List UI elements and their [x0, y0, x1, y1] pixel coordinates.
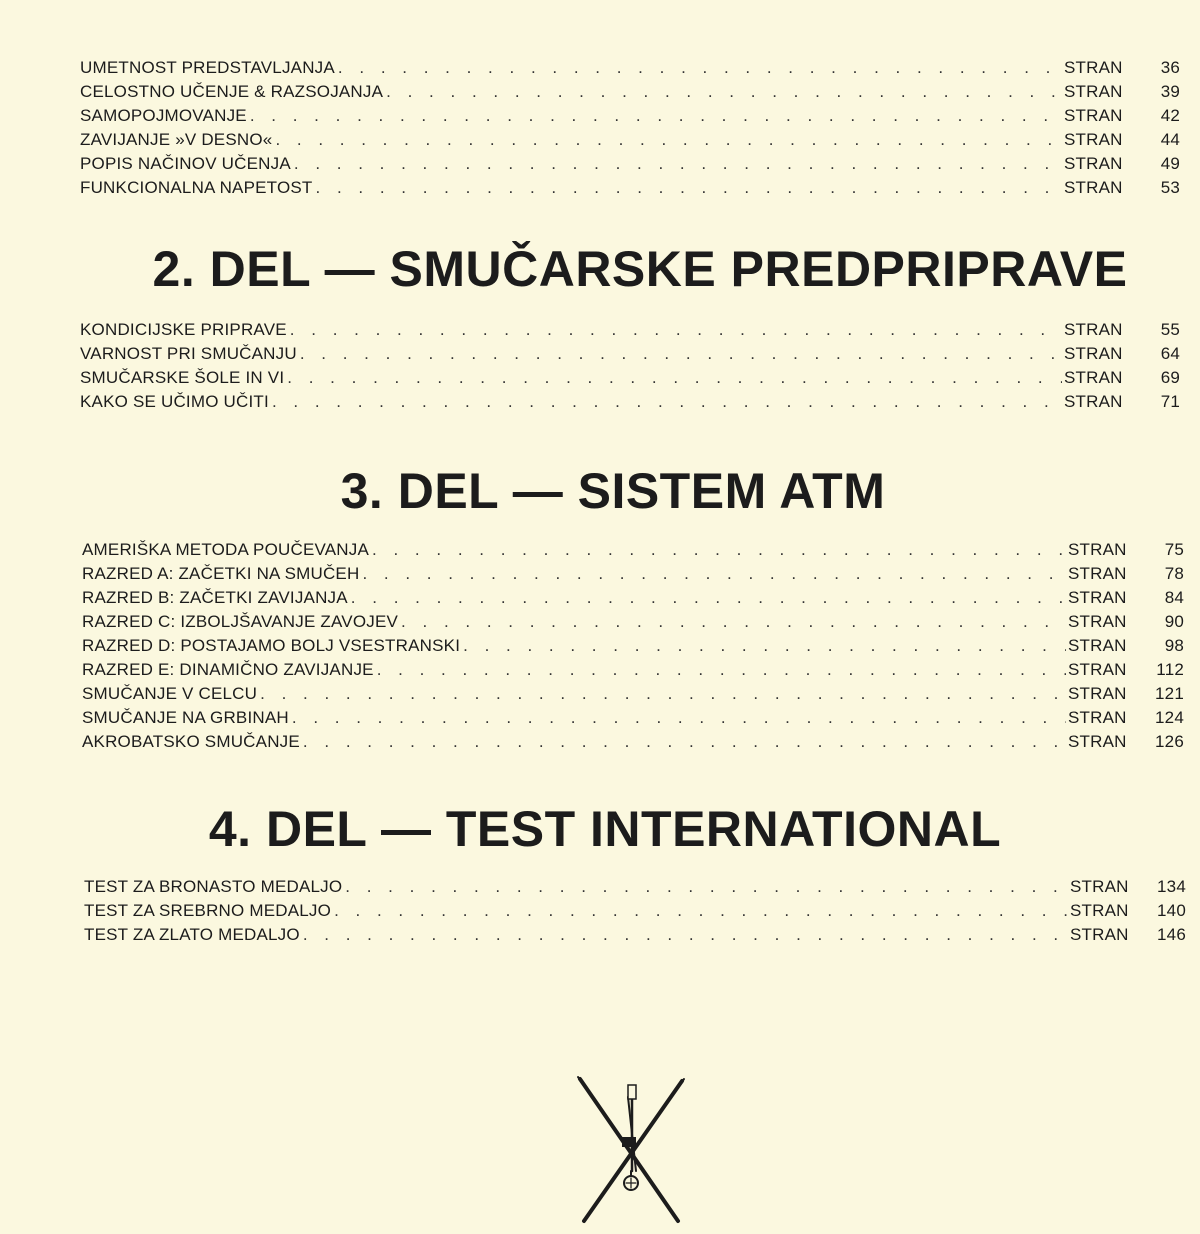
toc-list-part-4: [84, 875, 1186, 947]
toc-entry[interactable]: [82, 730, 1184, 754]
leader-dots: [316, 176, 1063, 200]
leader-dots: [303, 730, 1066, 754]
toc-entry-page-label: STRAN: [1064, 178, 1123, 197]
toc-entry[interactable]: [80, 318, 1180, 342]
toc-entry-page-number: 39: [1160, 82, 1180, 101]
leader-dots: [345, 875, 1068, 899]
toc-entry-page-number: 134: [1157, 877, 1186, 896]
toc-entry-page-label: STRAN: [1064, 82, 1123, 101]
toc-entry-page-number: 75: [1164, 540, 1184, 559]
toc-entry-page-label: STRAN: [1068, 660, 1127, 679]
toc-entry-title: SMUČANJE V CELCU: [82, 684, 258, 703]
leader-dots: [287, 366, 1062, 390]
leader-dots: [362, 562, 1066, 586]
toc-entry-page-label: STRAN: [1068, 708, 1127, 727]
toc-entry-page-number: 98: [1164, 636, 1184, 655]
toc-entry-page-number: 69: [1160, 368, 1180, 387]
leader-dots: [294, 152, 1062, 176]
leader-dots: [386, 80, 1062, 104]
toc-entry-page-number: 146: [1157, 925, 1186, 944]
toc-entry-title: RAZRED A: ZAČETKI NA SMUČEH: [82, 564, 360, 583]
toc-entry[interactable]: [82, 634, 1184, 658]
toc-entry[interactable]: [80, 128, 1180, 152]
toc-entry-page-label: STRAN: [1064, 344, 1123, 363]
toc-entry-title: TEST ZA ZLATO MEDALJO: [84, 925, 300, 944]
toc-entry-page-number: 42: [1160, 106, 1180, 125]
leader-dots: [372, 538, 1066, 562]
toc-entry-title: POPIS NAČINOV UČENJA: [80, 154, 291, 173]
leader-dots: [290, 318, 1062, 342]
leader-dots: [250, 104, 1062, 128]
toc-entry-page-number: 55: [1160, 320, 1180, 339]
toc-entry-page-label: STRAN: [1070, 901, 1129, 920]
toc-entry-page-label: STRAN: [1068, 588, 1127, 607]
toc-entry-page-number: 49: [1160, 154, 1180, 173]
toc-entry-page-label: STRAN: [1064, 58, 1123, 77]
toc-entry[interactable]: [80, 366, 1180, 390]
toc-entry-title: RAZRED B: ZAČETKI ZAVIJANJA: [82, 588, 348, 607]
toc-entry[interactable]: [84, 875, 1186, 899]
toc-entry-page-label: STRAN: [1064, 154, 1123, 173]
toc-entry-page-number: 90: [1164, 612, 1184, 631]
toc-entry-page-number: 140: [1157, 901, 1186, 920]
toc-entry-page-label: STRAN: [1068, 732, 1127, 751]
toc-entry[interactable]: [82, 586, 1184, 610]
toc-entry-page-label: STRAN: [1070, 877, 1129, 896]
toc-entry-title: AMERIŠKA METODA POUČEVANJA: [82, 540, 370, 559]
toc-entry-title: CELOSTNO UČENJE & RAZSOJANJA: [80, 82, 384, 101]
toc-entry-page-label: STRAN: [1068, 636, 1127, 655]
toc-entry-title: AKROBATSKO SMUČANJE: [82, 732, 300, 751]
toc-entry-title: FUNKCIONALNA NAPETOST: [80, 178, 313, 197]
toc-entry-page-number: 126: [1155, 732, 1184, 751]
toc-entry-title: SMUČANJE NA GRBINAH: [82, 708, 289, 727]
toc-entry[interactable]: [80, 56, 1180, 80]
toc-entry[interactable]: [80, 152, 1180, 176]
toc-list-part-3: [82, 538, 1184, 754]
toc-entry-page-label: STRAN: [1064, 392, 1123, 411]
toc-entry[interactable]: [82, 658, 1184, 682]
toc-entry-title: KONDICIJSKE PRIPRAVE: [80, 320, 287, 339]
toc-entry-page-number: 36: [1160, 58, 1180, 77]
toc-entry-page-label: STRAN: [1068, 540, 1127, 559]
toc-entry[interactable]: [82, 538, 1184, 562]
toc-entry-page-number: 53: [1160, 178, 1180, 197]
leader-dots: [272, 390, 1062, 414]
toc-entry-page-number: 84: [1164, 588, 1184, 607]
toc-entry-page-label: STRAN: [1068, 612, 1127, 631]
toc-entry-page-label: STRAN: [1064, 320, 1123, 339]
toc-entry-page-label: STRAN: [1064, 368, 1123, 387]
leader-dots: [300, 342, 1062, 366]
crossed-skis-and-poles-icon: [570, 1075, 690, 1225]
leader-dots: [303, 923, 1068, 947]
leader-dots: [334, 899, 1068, 923]
toc-list-part-1: [80, 56, 1180, 200]
toc-entry-page-number: 78: [1164, 564, 1184, 583]
toc-entry-title: RAZRED E: DINAMIČNO ZAVIJANJE: [82, 660, 374, 679]
toc-entry-title: SMUČARSKE ŠOLE IN VI: [80, 368, 285, 387]
toc-entry-title: SAMOPOJMOVANJE: [80, 106, 247, 125]
toc-entry[interactable]: [80, 390, 1180, 414]
toc-entry[interactable]: [80, 104, 1180, 128]
toc-entry-page-number: 64: [1160, 344, 1180, 363]
leader-dots: [351, 586, 1066, 610]
toc-entry-title: RAZRED C: IZBOLJŠAVANJE ZAVOJEV: [82, 612, 399, 631]
toc-entry[interactable]: [80, 80, 1180, 104]
section-heading-part-2: 2. DEL — SMUČARSKE PREDPRIPRAVE: [152, 241, 1128, 297]
toc-entry-title: KAKO SE UČIMO UČITI: [80, 392, 269, 411]
toc-entry-page-number: 112: [1156, 660, 1184, 679]
leader-dots: [463, 634, 1066, 658]
leader-dots: [275, 128, 1062, 152]
toc-entry-page-label: STRAN: [1068, 564, 1127, 583]
leader-dots: [292, 706, 1066, 730]
toc-entry-page-number: 44: [1160, 130, 1180, 149]
toc-entry-page-label: STRAN: [1064, 130, 1123, 149]
toc-entry-page-number: 71: [1160, 392, 1180, 411]
leader-dots: [377, 658, 1066, 682]
leader-dots: [338, 56, 1062, 80]
section-heading-part-4: 4. DEL — TEST INTERNATIONAL: [208, 801, 1002, 857]
toc-entry-title: TEST ZA SREBRNO MEDALJO: [84, 901, 332, 920]
toc-entry[interactable]: [82, 706, 1184, 730]
toc-entry[interactable]: [82, 682, 1184, 706]
leader-dots: [401, 610, 1066, 634]
toc-entry[interactable]: [80, 342, 1180, 366]
toc-entry-title: VARNOST PRI SMUČANJU: [80, 344, 297, 363]
toc-entry-page-label: STRAN: [1068, 684, 1127, 703]
toc-entry-page-number: 121: [1155, 684, 1184, 703]
section-heading-part-3: 3. DEL — SISTEM ATM: [340, 463, 886, 519]
toc-entry-title: RAZRED D: POSTAJAMO BOLJ VSESTRANSKI: [82, 636, 461, 655]
toc-entry-page-number: 124: [1155, 708, 1184, 727]
toc-entry[interactable]: [82, 562, 1184, 586]
toc-entry[interactable]: [84, 923, 1186, 947]
toc-entry-page-label: STRAN: [1070, 925, 1129, 944]
toc-entry[interactable]: [82, 610, 1184, 634]
toc-entry-title: ZAVIJANJE »V DESNO«: [80, 130, 273, 149]
toc-entry[interactable]: [84, 899, 1186, 923]
toc-entry-page-label: STRAN: [1064, 106, 1123, 125]
toc-entry-title: TEST ZA BRONASTO MEDALJO: [84, 877, 343, 896]
toc-entry[interactable]: [80, 176, 1180, 200]
toc-entry-title: UMETNOST PREDSTAVLJANJA: [80, 58, 335, 77]
toc-list-part-2: [80, 318, 1180, 414]
leader-dots: [260, 682, 1066, 706]
